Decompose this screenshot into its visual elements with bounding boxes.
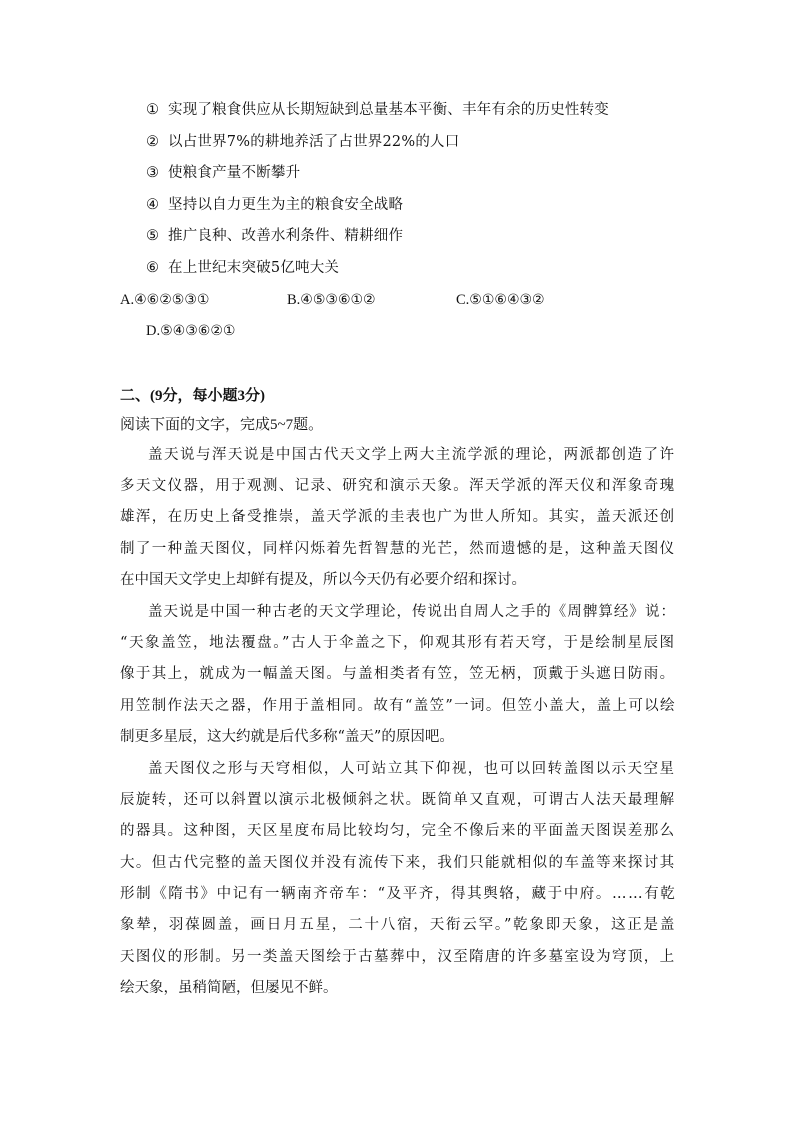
passage-line: 的器具。这种图，天区星度布局比较均匀，完全不像后来的平面盖天图误差那么 [120,823,676,839]
statement-2 [146,132,459,152]
statement-number: ③ [146,165,160,181]
passage-line: 大。但古代完整的盖天图仪并没有流传下来，我们只能就相似的车盖等来探讨其 [120,855,676,871]
choice-sequence: ⑤④③⑥②① [160,323,236,339]
passage-line: 雄浑，在历史上备受推崇，盖天学派的圭表也广为世人所知。其实，盖天派还创 [120,509,676,525]
choice-a [120,290,209,310]
section-instruction: 阅读下面的文字，完成5~7题。 [120,417,324,433]
statement-text: 坚持以自力更生为主的粮食安全战略 [168,197,404,213]
statement-1 [146,100,609,120]
passage-line: 辰旋转，还可以斜置以演示北极倾斜之状。既简单又直观，可谓古人法天最理解 [120,792,676,808]
statement-number: ⑤ [146,228,160,244]
statement-text: 使粮食产量不断攀升 [168,165,301,181]
passage-line: 制更多星辰，这大约就是后代多称“盖天”的原因吧。 [120,729,454,745]
choice-d [146,321,235,341]
passage-line: 像于其上，就成为一幅盖天图。与盖相类者有笠，笠无柄，顶戴于头遮日防雨。 [120,666,676,682]
statement-number: ⑥ [146,260,160,276]
passage-line: 盖天说与浑天说是中国古代天文学上两大主流学派的理论，两派都创造了许 [148,447,676,463]
choice-sequence: ⑤①⑥④③② [469,292,545,308]
passage-line: 绘天象，虽稍简陋，但屡见不鲜。 [120,980,338,996]
statement-number: ④ [146,197,160,213]
passage-line: 制了一种盖天图仪，同样闪烁着先哲智慧的光芒，然而遗憾的是，这种盖天图仪 [120,541,676,557]
passage-line: 盖天图仪之形与天穹相似，人可站立其下仰视，也可以回转盖图以示天空星 [148,761,676,777]
choice-letter: C. [456,292,470,308]
choice-sequence: ④⑤③⑥①② [300,292,376,308]
statement-text: 实现了粮食供应从长期短缺到总量基本平衡、丰年有余的历史性转变 [168,102,609,118]
statement-text: 在上世纪末突破5亿吨大关 [168,260,340,276]
passage-line: 天图仪的形制。另一类盖天图绘于古墓葬中，汉至隋唐的许多墓室设为穹顶，上 [120,949,676,965]
passage-line: 盖天说是中国一种古老的天文学理论，传说出自周人之手的《周髀算经》说： [148,604,676,620]
passage-line: 象辇，羽葆圆盖，画日月五星，二十八宿，天衔云罕。”乾象即天象，这正是盖 [120,917,677,933]
choice-b [287,290,376,310]
choice-c [456,290,545,310]
passage-line: 用笠制作法天之器，作用于盖相同。故有“盖笠”一词。但笠小盖大，盖上可以绘 [120,698,676,714]
statement-number: ① [146,102,160,118]
passage-line: “天象盖笠，地法覆盘。”古人于伞盖之下，仰观其形有若天穹，于是绘制星辰图 [120,635,676,651]
choice-letter: D. [146,323,161,339]
statement-3 [146,163,300,183]
passage-line: 在中国天文学史上却鲜有提及，所以今天仍有必要介绍和探讨。 [120,572,526,588]
statement-number: ② [146,134,160,150]
passage-line: 多天文仪器，用于观测、记录、研究和演示天象。浑天学派的浑天仪和浑象奇瑰 [120,478,676,494]
statement-text: 推广良种、改善水利条件、精耕细作 [168,228,404,244]
choice-letter: B. [287,292,301,308]
statement-5 [146,226,403,246]
statement-6 [146,258,339,278]
choice-letter: A. [120,292,135,308]
statement-4 [146,195,403,215]
statement-text: 以占世界7%的耕地养活了占世界22%的人口 [168,134,460,150]
section-heading: 二、(9分，每小题3分) [120,388,265,404]
choice-sequence: ④⑥②⑤③① [134,292,210,308]
passage-line: 形制《隋书》中记有一辆南齐帝车：“及平齐，得其舆辂，藏于中府。……有乾 [120,886,677,902]
